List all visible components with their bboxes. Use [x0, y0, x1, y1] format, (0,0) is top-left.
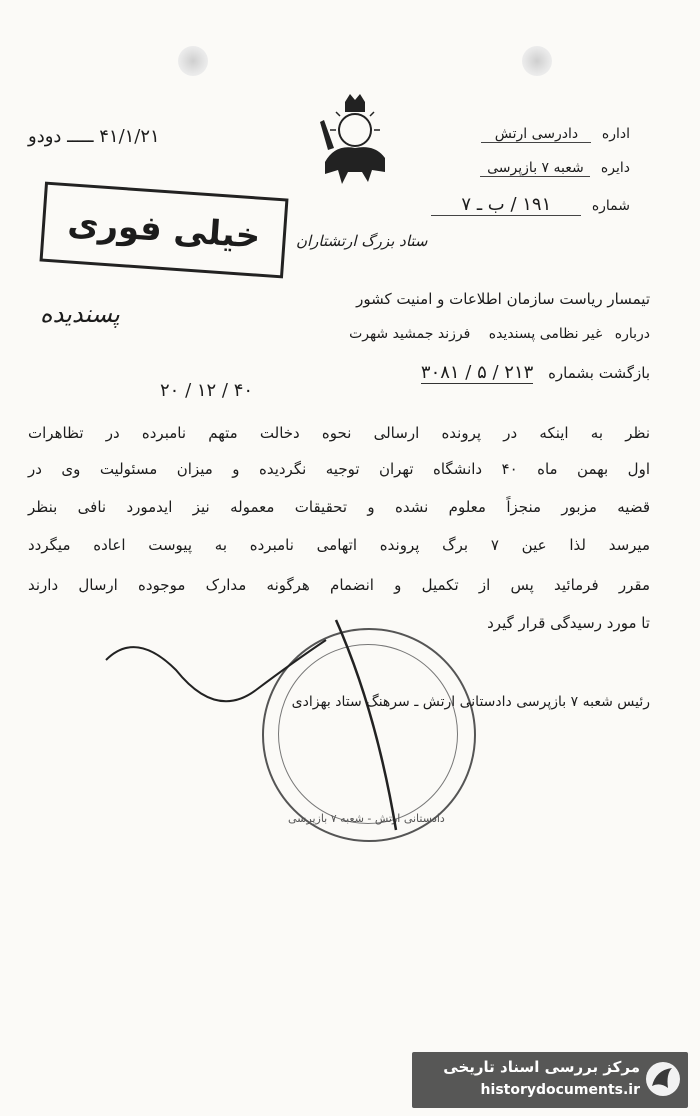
handwritten-surname: پسندیده — [40, 300, 120, 328]
return-date: ۴۰ / ۱۲ / ۲۰ — [160, 380, 254, 401]
urgency-stamp-text: خیلی فوری — [66, 203, 262, 257]
signature-line: رئیس شعبه ۷ بازپرسی دادستانی ارتش ـ سرهنگ ستاد بهزادی — [291, 694, 650, 710]
body-line: قضیه مزبور منجزاً معلوم نشده و تحقیقات معموله نیز ایدمورد نافی بنظر — [28, 498, 650, 516]
body-line: مقرر فرمائید پس از تکمیل و انضمام هرگونه مدارک موجوده ارسال دارند — [28, 576, 650, 594]
body-line: نظر به اینکه در پرونده ارسالی نحوه دخالت متهم نامبرده در تظاهرات — [28, 424, 650, 442]
watermark-url: historydocuments.ir — [480, 1082, 640, 1098]
letter-number-label: شماره — [591, 198, 630, 214]
issuer-name: ستاد بزرگ ارتشتاران — [296, 232, 428, 250]
seal-text: دادستانی ارتش - شعبه ۷ بازپرسی — [288, 812, 445, 825]
regarding-value: غیر نظامی پسندیده — [488, 326, 603, 342]
body-line-last: تا مورد رسیدگی قرار گیرد — [487, 614, 650, 632]
recipient: تیمسار ریاست سازمان اطلاعات و امنیت کشور — [356, 290, 650, 308]
body-line: میرسد لذا عین ۷ برگ پرونده اتهامی نامبرده به پیوست اعاده میگردد — [28, 536, 650, 554]
punch-hole-left — [178, 46, 208, 76]
urgency-stamp — [40, 182, 289, 279]
archive-logo-icon — [644, 1060, 682, 1098]
watermark-title: مرکز بررسی اسناد تاریخی — [443, 1058, 640, 1076]
regarding-label: درباره — [614, 326, 650, 342]
body-line: اول بهمن ماه ۴۰ دانشگاه تهران توجیه نگردیده و میزان مسئولیت وی در — [28, 460, 650, 478]
return-number: ۲۱۳ / ۵ / ۳۰۸۱ — [420, 362, 534, 383]
branch-label: دایره — [600, 160, 630, 176]
branch-field — [480, 160, 630, 177]
signature-stroke — [96, 600, 516, 840]
archive-watermark — [412, 1052, 688, 1108]
father-label: فرزند جمشید شهرت — [349, 326, 471, 342]
branch-value: شعبه ۷ بازپرسی — [480, 160, 590, 177]
regarding-line — [349, 326, 650, 342]
letter-number-field — [431, 194, 630, 216]
punch-hole-right — [522, 46, 552, 76]
return-reference — [421, 362, 650, 384]
lion-and-sun-emblem-icon — [310, 92, 400, 192]
letter-number-value: ۱۹۱ / ب ـ ۷ — [431, 194, 581, 216]
reference-number: ۴۱/۱/۲۱ ـــــ دودو — [28, 126, 160, 147]
department-value: دادرسی ارتش — [481, 126, 591, 143]
department-field — [481, 126, 630, 143]
department-label: اداره — [601, 126, 630, 142]
return-label: بازگشت بشماره — [548, 364, 650, 382]
